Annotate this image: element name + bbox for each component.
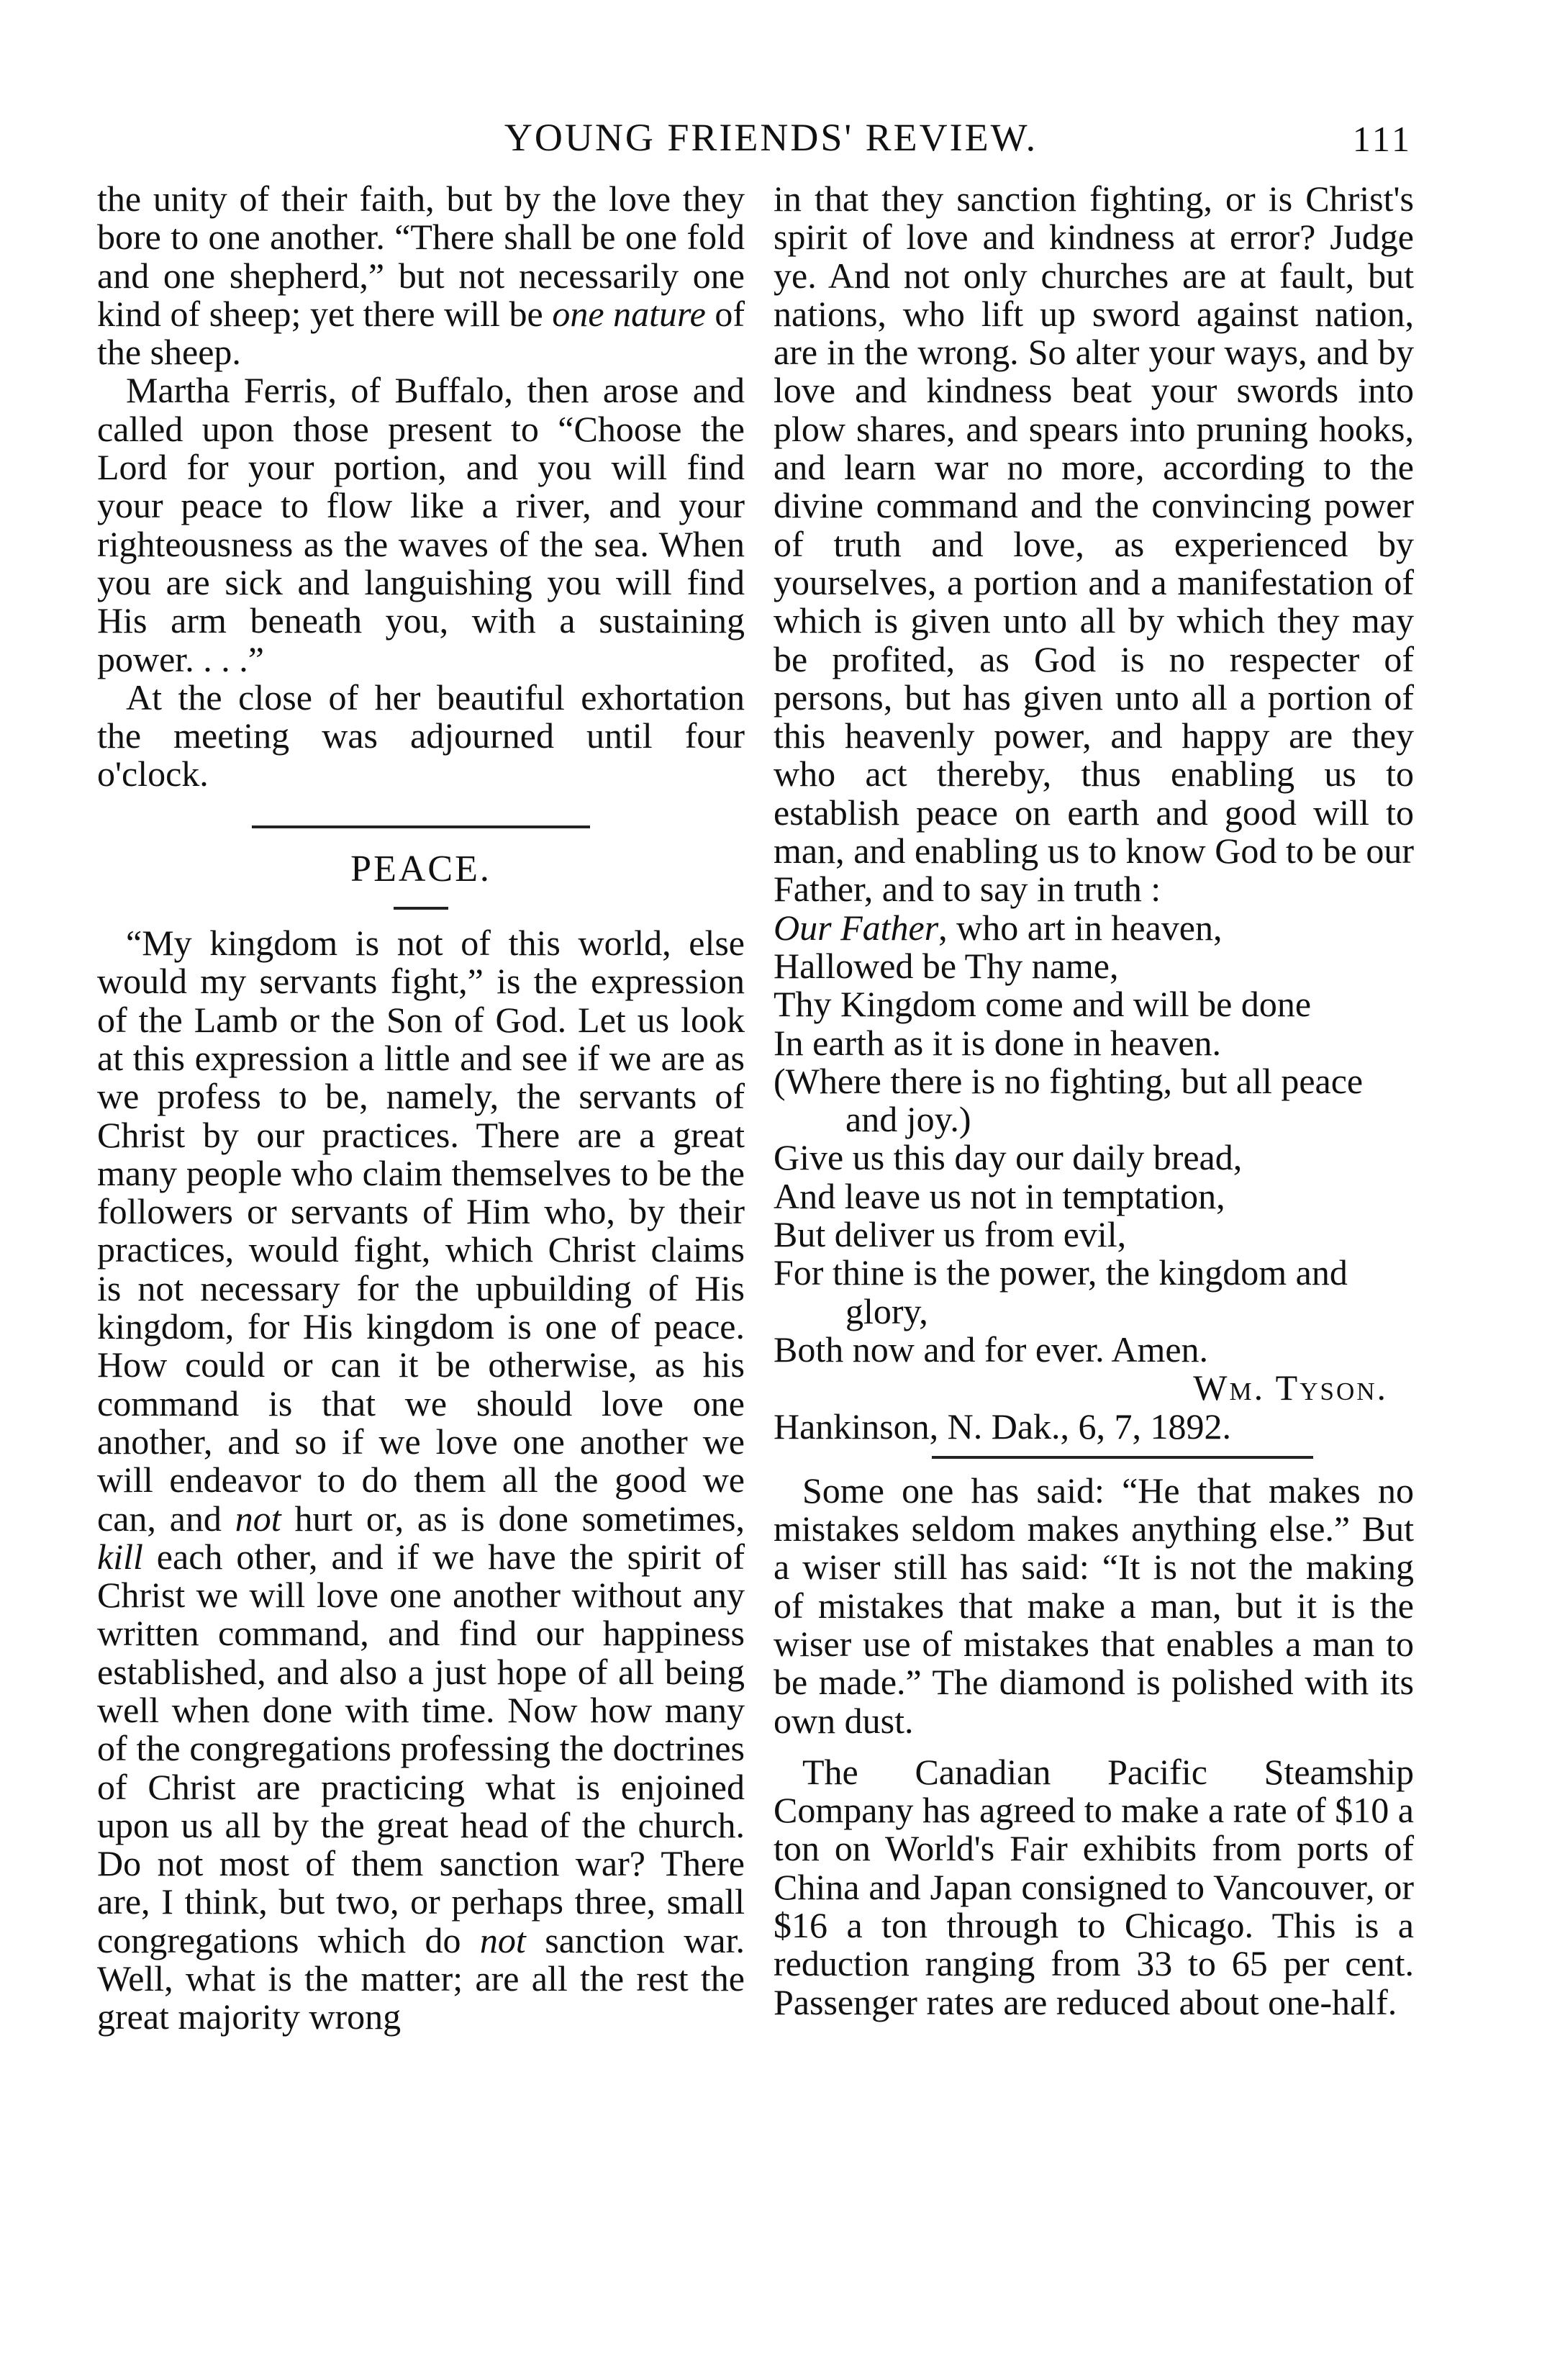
place-date-line: Hankinson, N. Dak., 6, 7, 1892. (774, 1406, 1232, 1447)
page-number: 111 (1352, 119, 1412, 159)
paragraph-text: each other, and if we have the spirit of Christ we will love one another without any written command, and find our happiness established, and also a just hope of all being well when done with time. Now how many of the congregations professing the doctrines of Christ are practicing what is enjoined upon us all by the great head of the church. Do not most of them sanction war? There are, I think, but two, or perhaps three, small congregations which do (97, 1536, 745, 1960)
prayer-line (774, 909, 1414, 947)
prayer-line: Hallowed be Thy name, (774, 945, 1119, 986)
author-signature: Wm. Tyson. (1193, 1367, 1388, 1408)
paragraph-text: the unity of their faith, but by the love they bore to one another. “There shall be one fold and one shepherd,” but not necessarily one kind of sheep; yet there will be (97, 178, 745, 334)
paragraph-text: sanction war. Well, what is the matter; are all the rest the great majority wrong (97, 1919, 745, 2037)
prayer-line-text: , who art in heaven, (938, 907, 1223, 948)
prayer-line: For thine is the power, the kingdom and glory, (774, 1252, 1348, 1331)
paragraph-unity (97, 180, 745, 371)
paragraph-steamship: The Canadian Pacific Steamship Company has agreed to make a rate of $10 a ton on World's Fair exhibits from ports of China and Japan consigned to Vancouver, or $16 a ton through to Chicago. This is a reduction ranging from 33 to 65 per cent. Passenger rates are reduced about one-half. (774, 1751, 1414, 2022)
emphasis-text: not (235, 1498, 281, 1539)
paragraph-text: “My kingdom is not of this world, else would my servants fight,” is the expression of the Lamb or the Son of God. Let us look at this expression a little and see if we are as we profess to be, namely, the servants of Christ by our practices. There are a great many people who claim themselves to be the followers or servants of Him who, by their practices, would fight, which Christ claims is not necessary for the upbuilding of His kingdom, for His kingdom is one of peace. How could or can it be otherwise, as his command is that we should love one another, and so if we love one another we will endeavor to do them all the good we can, and (97, 923, 745, 1539)
emphasis-text: kill (97, 1536, 143, 1577)
emphasis-text: not (479, 1919, 526, 1960)
page-header (0, 108, 1542, 166)
paragraph-peace-continued: in that they sanction fighting, or is Christ's spirit of love and kindness at error? Judge ye. And not only churches are at fault, but nations, who lift up sword against nation, are in the wrong. So alter your ways, and by love and kindness beat your swords into plow shares, and spears into pruning hooks, and learn war no more, according to the divine command and the convincing power of truth and love, as experienced by yourselves, a portion and a manifestation of which is given unto all by which they may be profited, as God is no respecter of persons, but has given unto all a portion of this heavenly power, and happy are they who act thereby, thus enabling us to establish peace on earth and good will to man, and enabling us to know God to be our Father, and to say in truth : (774, 178, 1414, 910)
paragraph-adjourned: At the close of her beautiful exhortation the meeting was adjourned until four o'clock. (97, 677, 745, 795)
prayer-line: And leave us not in temptation, (774, 1175, 1225, 1216)
paragraph-text: hurt or, as is done sometimes, (281, 1498, 745, 1539)
prayer-line: Thy Kingdom come and will be done (774, 984, 1312, 1025)
prayer-line: In earth as it is done in heaven. (774, 1022, 1222, 1063)
title-underline (394, 907, 448, 910)
section-divider (932, 1456, 1313, 1459)
left-column (97, 180, 745, 2037)
prayer-line: But deliver us from evil, (774, 1214, 1127, 1255)
prayer-line: (Where there is no fighting, but all peace and joy.) (774, 1060, 1364, 1140)
running-title: YOUNG FRIENDS' REVIEW. (504, 116, 1038, 159)
paragraph-text: of the sheep. (97, 293, 745, 373)
prayer-line: Both now and for ever. Amen. (774, 1329, 1209, 1370)
paragraph-peace (97, 924, 745, 2037)
paragraph-martha-ferris: Martha Ferris, of Buffalo, then arose and called upon those present to “Choose the Lord for your portion, and you will find your peace to flow like a river, and your righteousness as the waves of the sea. When you are sick and languishing you will find His arm beneath you, with a sustaining power. . . .” (97, 370, 745, 679)
emphasis-text: one nature (552, 293, 706, 334)
paragraph-mistakes: Some one has said: “He that makes no mistakes seldom makes anything else.” But a wiser still has said: “It is not the making of mistakes that make a man, but it is the wiser use of mistakes that enables a man to be made.” The diamond is polished with its own dust. (774, 1470, 1414, 1741)
section-title-peace: PEACE. (350, 848, 491, 890)
right-column (774, 180, 1414, 2022)
prayer-line: Give us this day our daily bread, (774, 1137, 1243, 1178)
emphasis-text: Our Father (774, 907, 939, 948)
lords-prayer (774, 909, 1414, 1370)
section-divider (252, 825, 590, 828)
